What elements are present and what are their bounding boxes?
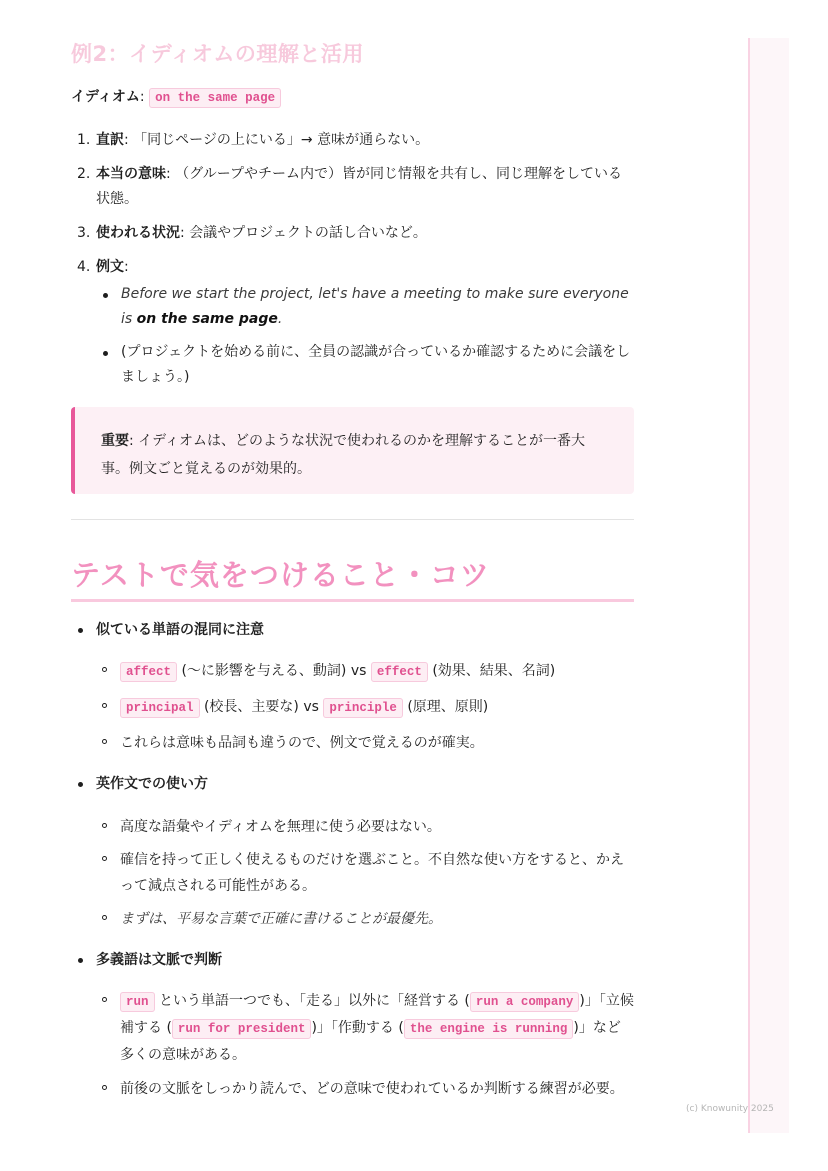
step-item: 4. 例文: Before we start the project, let's have a meeting to make sure everyone is on the same page. (プロジェクトを始める前に、全員の認識が合っているか確認するために会議をしましょう。) — [71, 255, 634, 390]
tip-text: )」「作動する ( — [311, 1020, 404, 1036]
tip-group-title — [71, 772, 634, 796]
tips-heading: テストで気をつけること・コツ — [71, 558, 490, 592]
tips-list — [71, 618, 634, 1102]
tip-text: )」など多くの意味がある。 — [120, 1020, 621, 1063]
tip-text: まずは、平易な言葉で正確に書けることが最優先。 — [120, 911, 442, 927]
bullet-dot — [103, 293, 108, 298]
step-item: 1. 直訳: 「同じページの上にいる」→ 意味が通らない。 — [71, 128, 634, 153]
tip-text: という単語一つでも、「走る」以外に「経営する ( — [158, 993, 470, 1009]
tip-text: 高度な語彙やイディオムを無理に使う必要はない。 — [120, 819, 441, 835]
heading-underline — [71, 599, 634, 602]
word-gloss: (原理、原則) — [407, 699, 489, 715]
list-item — [71, 988, 634, 1068]
bullet-circle — [102, 1085, 107, 1090]
example-en-pre: Before we start the project, let's have a meeting to make sure everyone is — [121, 286, 629, 327]
word-code: run a company — [470, 992, 580, 1012]
bullet-dot — [78, 958, 83, 963]
word-code: principle — [323, 698, 403, 718]
step-number: 3. — [77, 225, 91, 241]
idiom-label: イディオム — [71, 89, 140, 105]
step-number: 4. — [77, 259, 91, 275]
example-sentence-ja — [96, 340, 634, 390]
step-item: 3. 使われる状況: 会議やプロジェクトの話し合いなど。 — [71, 221, 634, 246]
list-item — [71, 694, 634, 721]
tip-text: 確信を持って正しく使えるものだけを選ぶこと。不自然な使い方をすると、かえって減点される可能性がある。 — [120, 852, 624, 894]
bullet-circle — [102, 856, 107, 861]
callout-label: 重要 — [101, 433, 129, 449]
list-item — [71, 658, 634, 685]
tip-text: )」「立候補する ( — [120, 993, 634, 1036]
step-text: 会議やプロジェクトの話し合いなど。 — [189, 225, 427, 241]
bullet-circle — [102, 703, 107, 708]
bullet-circle — [102, 667, 107, 672]
step-label: 使われる状況 — [96, 225, 180, 241]
step-item: 2. 本当の意味: （グループやチーム内で）皆が同じ情報を共有し、同じ理解をしている状態。 — [71, 162, 634, 212]
tip-group-title — [71, 948, 634, 972]
bullet-circle — [102, 915, 107, 920]
word-code: principal — [120, 698, 200, 718]
step-label: 本当の意味 — [96, 166, 166, 182]
word-code: effect — [371, 662, 428, 682]
step-number: 2. — [77, 166, 91, 182]
bullet-circle — [102, 997, 107, 1002]
step-label: 例文 — [96, 259, 124, 275]
example-sentence-en — [96, 282, 634, 332]
important-callout: 重要: イディオムは、どのような状況で使われるのかを理解することが一番大事。例文ごと覚えるのが効果的。 — [71, 407, 634, 494]
section-divider — [71, 519, 634, 520]
example-en-bold: on the same page — [136, 311, 278, 327]
callout-text: イディオムは、どのような状況で使われるのかを理解することが一番大事。例文ごと覚えるのが効果的。 — [101, 433, 586, 477]
step-number: 1. — [77, 132, 91, 148]
list-item — [71, 847, 634, 899]
bullet-dot — [78, 628, 83, 633]
copyright-footer: (c) Knowunity 2025 — [686, 1104, 774, 1114]
tip-title-text: 多義語は文脈で判断 — [96, 952, 222, 968]
list-item — [71, 906, 634, 932]
bullet-dot — [78, 782, 83, 787]
list-item — [71, 814, 634, 840]
bullet-circle — [102, 823, 107, 828]
side-strip — [749, 38, 789, 1133]
bullet-dot — [103, 351, 108, 356]
word-code: run for president — [172, 1019, 312, 1039]
bullet-circle — [102, 739, 107, 744]
example-steps — [71, 128, 634, 399]
tip-sublist — [71, 658, 634, 756]
side-divider — [748, 38, 750, 1133]
step-text: 「同じページの上にいる」→ 意味が通らない。 — [133, 132, 430, 148]
idiom-code: on the same page — [149, 88, 281, 108]
example-sentences — [96, 282, 634, 390]
word-gloss: (効果、結果、名詞) — [432, 663, 556, 679]
word-code: run — [120, 992, 155, 1012]
tip-title-text: 似ている単語の混同に注意 — [96, 622, 264, 638]
idiom-line: イディオム: on the same page — [71, 86, 281, 106]
word-code: the engine is running — [404, 1019, 574, 1039]
step-label: 直訳 — [96, 132, 124, 148]
example-ja-text: (プロジェクトを始める前に、全員の認識が合っているか確認するために会議をしましょう。) — [121, 344, 631, 385]
tip-text: 前後の文脈をしっかり読んで、どの意味で使われているか判断する練習が必要。 — [120, 1081, 624, 1097]
tip-text: これらは意味も品詞も違うので、例文で覚えるのが確実。 — [120, 735, 484, 751]
example-en-post: . — [277, 311, 283, 327]
tip-sublist — [71, 814, 634, 932]
tip-group-title — [71, 618, 634, 642]
example-heading: 例2：イディオムの理解と活用 — [71, 42, 364, 66]
word-gloss: (校長、主要な) vs — [203, 699, 319, 715]
step-text: （グループやチーム内で）皆が同じ情報を共有し、同じ理解をしている状態。 — [96, 166, 623, 207]
list-item — [71, 1076, 634, 1102]
word-gloss: (〜に影響を与える、動詞) vs — [181, 663, 367, 679]
tip-title-text: 英作文での使い方 — [96, 776, 208, 792]
list-item — [71, 730, 634, 756]
word-code: affect — [120, 662, 177, 682]
tip-sublist — [71, 988, 634, 1102]
